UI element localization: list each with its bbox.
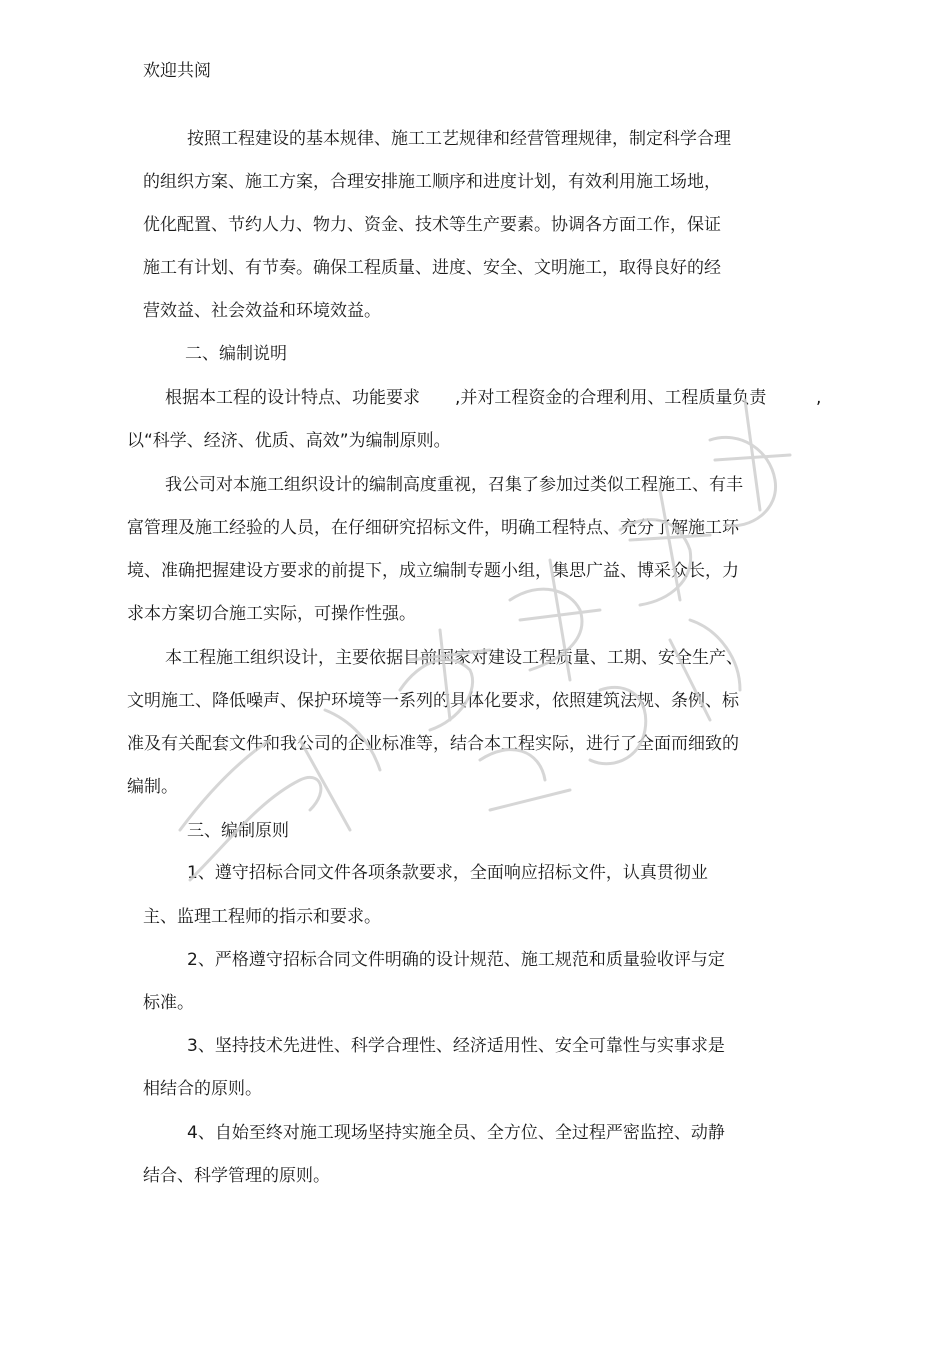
section-3-heading: 三、编制原则 xyxy=(187,821,289,841)
intro-line-5: 营效益、社会效益和环境效益。 xyxy=(143,301,381,321)
watermark-stamp xyxy=(150,360,830,920)
section-2-p2-line-2: 富管理及施工经验的人员，在仔细研究招标文件，明确工程特点、充分了解施工环 xyxy=(127,518,739,538)
intro-line-2: 的组织方案、施工方案，合理安排施工顺序和进度计划，有效利用施工场地， xyxy=(143,172,721,192)
intro-line-3: 优化配置、节约人力、物力、资金、技术等生产要素。协调各方面工作，保证 xyxy=(143,215,721,235)
intro-line-1: 按照工程建设的基本规律、施工工艺规律和经营管理规律，制定科学合理 xyxy=(187,129,731,149)
section-2-heading: 二、编制说明 xyxy=(185,344,287,364)
section-2-p1-line-1c: , xyxy=(816,388,822,408)
section-2-p2-line-3: 境、准确把握建设方要求的前提下，成立编制专题小组，集思广益、博采众长，力 xyxy=(127,561,739,581)
section-2-p2-line-4: 求本方案切合施工实际，可操作性强。 xyxy=(127,604,416,624)
intro-line-4: 施工有计划、有节奏。确保工程质量、进度、安全、文明施工，取得良好的经 xyxy=(143,258,721,278)
header-welcome: 欢迎共阅 xyxy=(143,61,211,81)
section-3-item-3-line-1: 3、坚持技术先进性、科学合理性、经济适用性、安全可靠性与实事求是 xyxy=(187,1036,725,1056)
section-2-p3-line-2: 文明施工、降低噪声、保护环境等一系列的具体化要求，依照建筑法规、条例、标 xyxy=(127,691,739,711)
section-2-p3-line-1: 本工程施工组织设计，主要依据目前国家对建设工程质量、工期、安全生产、 xyxy=(165,648,743,668)
section-2-p1-line-1: 根据本工程的设计特点、功能要求 xyxy=(165,388,420,408)
section-2-p2-line-1: 我公司对本施工组织设计的编制高度重视，召集了参加过类似工程施工、有丰 xyxy=(165,475,743,495)
section-2-p1-line-2: 以“科学、经济、优质、高效”为编制原则。 xyxy=(127,431,451,451)
section-3-item-1-line-2: 主、监理工程师的指示和要求。 xyxy=(143,907,381,927)
section-2-p1-line-1b: ,并对工程资金的合理利用、工程质量负责 xyxy=(455,388,767,408)
section-3-item-1-line-1: 1、遵守招标合同文件各项条款要求，全面响应招标文件，认真贯彻业 xyxy=(187,863,708,883)
section-2-p3-line-4: 编制。 xyxy=(127,777,178,797)
section-2-p3-line-3: 准及有关配套文件和我公司的企业标准等，结合本工程实际，进行了全面而细致的 xyxy=(127,734,739,754)
section-3-item-2-line-2: 标准。 xyxy=(143,993,194,1013)
section-3-item-4-line-1: 4、自始至终对施工现场坚持实施全员、全方位、全过程严密监控、动静 xyxy=(187,1123,725,1143)
section-3-item-4-line-2: 结合、科学管理的原则。 xyxy=(143,1166,330,1186)
section-3-item-3-line-2: 相结合的原则。 xyxy=(143,1079,262,1099)
section-3-item-2-line-1: 2、严格遵守招标合同文件明确的设计规范、施工规范和质量验收评与定 xyxy=(187,950,725,970)
